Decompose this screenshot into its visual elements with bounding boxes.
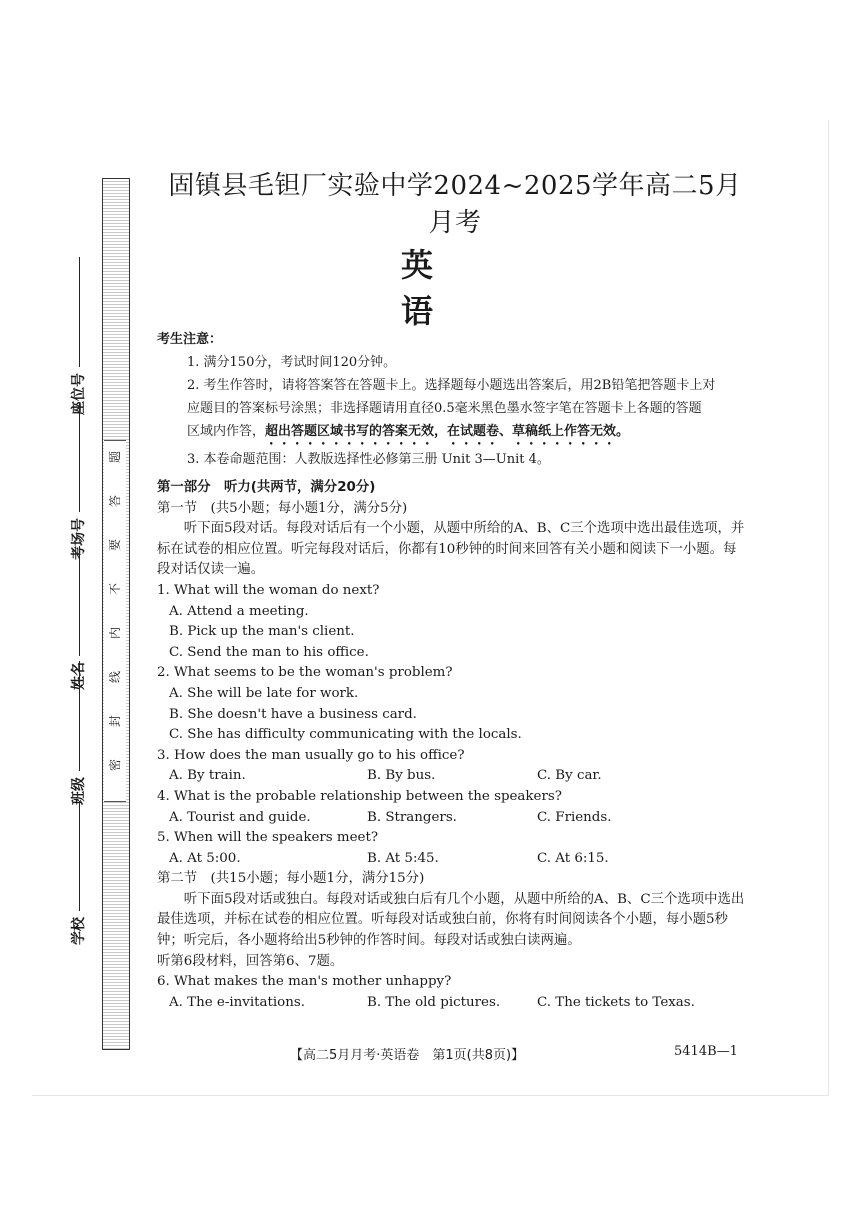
option: C. She has difficulty communicating with the locals.: [169, 727, 522, 743]
notice-item: 3. 本卷命题范围：人教版选择性必修第三册 Unit 3—Unit 4。: [187, 452, 550, 467]
exam-room-field[interactable]: 考场号: [68, 402, 88, 560]
notice-item-cont: 应题目的答案标号涂黑；非选择题请用直径0.5毫米黑色墨水签字笔在答题卡上各题的答题: [187, 401, 702, 416]
seal-char: 不: [108, 583, 122, 596]
option-row: [157, 808, 747, 829]
option: A. At 5:00.: [169, 850, 241, 866]
school-field[interactable]: 学校: [68, 801, 88, 945]
option-row: [157, 766, 747, 787]
option: A. The e-invitations.: [169, 994, 305, 1010]
material-note: 听第6段材料，回答第6、7题。: [157, 953, 344, 969]
option: C. Send the man to his office.: [169, 644, 369, 660]
part-heading: 第一部分 听力(共两节，满分20分): [157, 480, 376, 495]
question: 5. When will the speakers meet?: [157, 830, 379, 846]
question: 4. What is the probable relationship between the speakers?: [157, 788, 562, 804]
option: C. By car.: [537, 768, 602, 784]
name-field[interactable]: 姓名: [68, 546, 88, 690]
subject-title: 英 语: [400, 246, 489, 330]
question: 3. How does the man usually go to his office?: [157, 747, 465, 763]
section-heading: 第一节 (共5小题；每小题1分，满分5分): [157, 500, 408, 516]
option: A. Attend a meeting.: [169, 603, 309, 619]
option: B. The old pictures.: [367, 994, 501, 1010]
option: B. At 5:45.: [367, 850, 439, 866]
seat-number-field[interactable]: 座位号: [68, 257, 88, 415]
notice-item-cont: 区域内作答，超出答题区域书写的答案无效，在试题卷、草稿纸上作答无效。: [187, 424, 630, 439]
notice-title: 考生注意：: [157, 332, 223, 347]
question: 1. What will the woman do next?: [157, 582, 380, 598]
option: B. Pick up the man's client.: [169, 624, 355, 640]
option: C. Friends.: [537, 809, 612, 825]
notice-item: 1. 满分150分，考试时间120分钟。: [187, 355, 397, 370]
notice-item: 2. 考生作答时，请将答案答在答题卡上。选择题每小题选出答案后，用2B铅笔把答题卡上对: [187, 378, 716, 393]
seal-char: 题: [108, 451, 122, 464]
option: B. She doesn't have a business card.: [169, 706, 417, 722]
seal-char: 密: [108, 759, 122, 772]
exam-body: [157, 478, 747, 1013]
seal-char: 答: [108, 495, 122, 508]
emphasized-warning: 超出答题区域书写的答案无效，在试题卷、草稿纸上作答无效。: [265, 424, 630, 439]
option: C. At 6:15.: [537, 850, 609, 866]
option: A. By train.: [169, 768, 246, 784]
option: A. She will be late for work.: [169, 685, 359, 701]
question: 2. What seems to be the woman's problem?: [157, 665, 453, 681]
page-footer: 【高二5月月考·英语卷 第1页(共8页)】: [290, 1048, 525, 1063]
option: B. By bus.: [367, 768, 436, 784]
section-instructions: 听下面5段对话。每段对话后有一个小题，从题中所给的A、B、C三个选项中选出最佳选项，并标在试卷的相应位置。听完每段对话后，你都有10秒钟的时间来回答有关小题和阅读下一小题。每段对话仅读一遍。: [157, 521, 745, 578]
seal-char: 线: [108, 671, 122, 684]
seal-char: 要: [108, 539, 122, 552]
class-field[interactable]: 班级: [68, 661, 88, 805]
exam-title: 固镇县毛钽厂实验中学2024~2025学年高二5月月考: [168, 171, 742, 238]
section-instructions: 听下面5段对话或独白。每段对话或独白后有几个小题，从题中所给的A、B、C三个选项中选出最佳选项，并标在试卷的相应位置。听每段对话或独白前，你将有时间阅读各个小题，每小题5秒钟；听完后，各小题将给出5秒钟的作答时间。每段对话或独白读两遍。: [157, 891, 745, 949]
option-row: [157, 849, 747, 870]
option-row: [157, 993, 747, 1014]
option: A. Tourist and guide.: [169, 809, 311, 825]
seal-char: 封: [108, 715, 122, 728]
option: B. Strangers.: [367, 809, 457, 825]
option: C. The tickets to Texas.: [537, 994, 695, 1010]
notice-block: [157, 328, 747, 471]
seal-char: 内: [108, 627, 122, 640]
paper-code: 5414B—1: [674, 1044, 738, 1059]
question: 6. What makes the man's mother unhappy?: [157, 974, 452, 990]
section-heading: 第二节 (共15小题；每小题1分，满分15分): [157, 871, 425, 887]
